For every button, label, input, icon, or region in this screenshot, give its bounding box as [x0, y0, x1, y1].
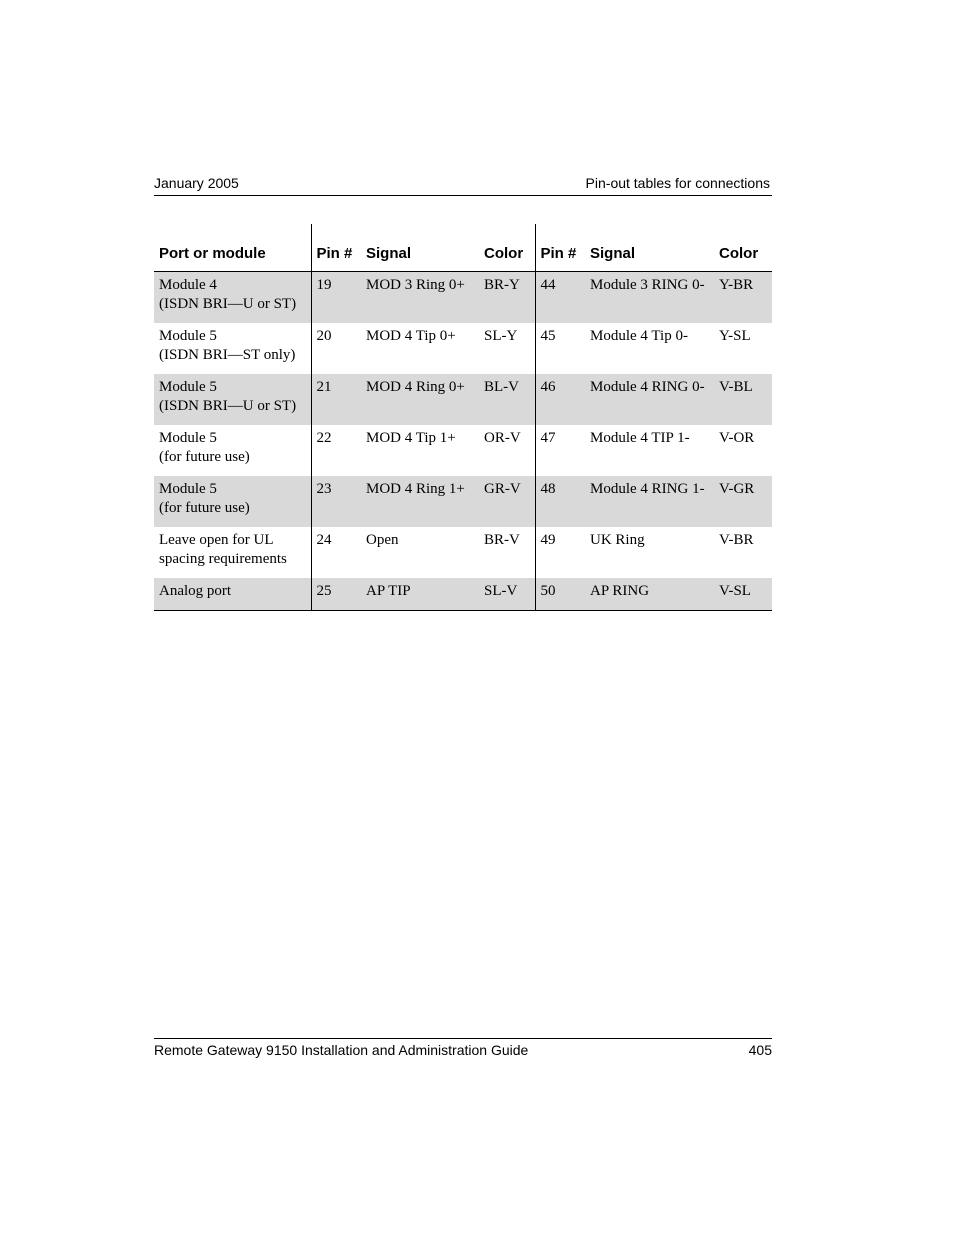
cell-signal: MOD 4 Tip 0+ [366, 328, 456, 344]
cell-signal: MOD 3 Ring 0+ [361, 272, 479, 324]
table-row [154, 476, 772, 527]
cell-signal: MOD 4 Tip 1+ [366, 430, 456, 446]
cell-color: V-BR [719, 532, 754, 548]
cell-pin: 24 [316, 532, 332, 548]
column-header-color: Color [714, 224, 772, 272]
port-module-line: (for future use) [159, 500, 250, 516]
cell-color: Y-SL [719, 328, 751, 344]
cell-signal: MOD 4 Ring 0+ [361, 374, 479, 425]
cell-pin: 23 [311, 476, 361, 527]
cell-pin: 19 [311, 272, 361, 324]
port-module-line: (ISDN BRI—U or ST) [159, 296, 297, 312]
footer-guide-title: Remote Gateway 9150 Installation and Administration Guide [154, 1042, 529, 1058]
table-row [154, 374, 772, 425]
cell-color: V-SL [714, 578, 772, 611]
port-module-line: Module 5 [159, 328, 217, 344]
footer-page-number: 405 [748, 1042, 772, 1058]
page-footer [154, 1038, 772, 1058]
cell-pin: 45 [540, 328, 556, 344]
cell-pin: 46 [535, 374, 585, 425]
table-row [154, 527, 772, 578]
port-module-line: Module 4 [159, 277, 217, 293]
table-row [154, 425, 772, 476]
cell-port-module [154, 374, 311, 425]
port-module-line: Analog port [159, 583, 232, 599]
port-module-line: (ISDN BRI—U or ST) [159, 398, 297, 414]
cell-signal: Module 4 Tip 0- [590, 328, 688, 344]
cell-pin: 20 [316, 328, 332, 344]
cell-signal: Module 3 RING 0- [585, 272, 714, 324]
pinout-table [154, 224, 772, 611]
table-row [154, 272, 772, 324]
column-header-color: Color [479, 224, 535, 272]
cell-color: SL-V [479, 578, 535, 611]
cell-signal: AP TIP [361, 578, 479, 611]
port-module-line: (ISDN BRI—ST only) [159, 347, 296, 363]
cell-port-module [154, 323, 311, 374]
port-module-line: Leave open for UL [159, 532, 274, 548]
port-module-line: Module 5 [159, 379, 217, 395]
port-module-line: Module 5 [159, 430, 217, 446]
column-header-port: Port or module [154, 224, 311, 272]
page-header [154, 174, 772, 196]
cell-pin: 48 [535, 476, 585, 527]
cell-pin: 21 [311, 374, 361, 425]
cell-signal: MOD 4 Ring 1+ [361, 476, 479, 527]
column-header-signal: Signal [585, 224, 714, 272]
cell-signal: Module 4 TIP 1- [590, 430, 690, 446]
cell-pin: 49 [540, 532, 556, 548]
cell-pin: 50 [535, 578, 585, 611]
cell-signal: Module 4 RING 1- [585, 476, 714, 527]
cell-pin: 44 [535, 272, 585, 324]
cell-port-module [154, 527, 311, 578]
table-row [154, 578, 772, 611]
cell-port-module [154, 578, 311, 611]
cell-signal: UK Ring [590, 532, 645, 548]
cell-port-module [154, 476, 311, 527]
cell-color: V-GR [714, 476, 772, 527]
column-header-pin: Pin # [535, 224, 585, 272]
cell-color: Y-BR [714, 272, 772, 324]
cell-signal: Open [366, 532, 399, 548]
cell-color: V-OR [719, 430, 755, 446]
header-section-title: Pin-out tables for connections [585, 175, 770, 191]
header-date: January 2005 [154, 175, 239, 191]
cell-color: BR-Y [479, 272, 535, 324]
cell-signal: Module 4 RING 0- [585, 374, 714, 425]
cell-color: SL-Y [479, 323, 535, 374]
cell-signal: AP RING [585, 578, 714, 611]
cell-color: BL-V [479, 374, 535, 425]
cell-color: V-BL [714, 374, 772, 425]
cell-pin: 22 [316, 430, 332, 446]
port-module-line: Module 5 [159, 481, 217, 497]
cell-color: GR-V [479, 476, 535, 527]
cell-pin: 25 [311, 578, 361, 611]
cell-color: OR-V [479, 425, 535, 476]
cell-pin: 47 [540, 430, 556, 446]
table-row [154, 323, 772, 374]
port-module-line: spacing requirements [159, 551, 287, 567]
column-header-pin: Pin # [311, 224, 361, 272]
table-header-row [154, 224, 772, 272]
port-module-line: (for future use) [159, 449, 250, 465]
cell-port-module [154, 272, 311, 324]
column-header-signal: Signal [361, 224, 479, 272]
cell-port-module [154, 425, 311, 476]
cell-color: BR-V [479, 527, 535, 578]
